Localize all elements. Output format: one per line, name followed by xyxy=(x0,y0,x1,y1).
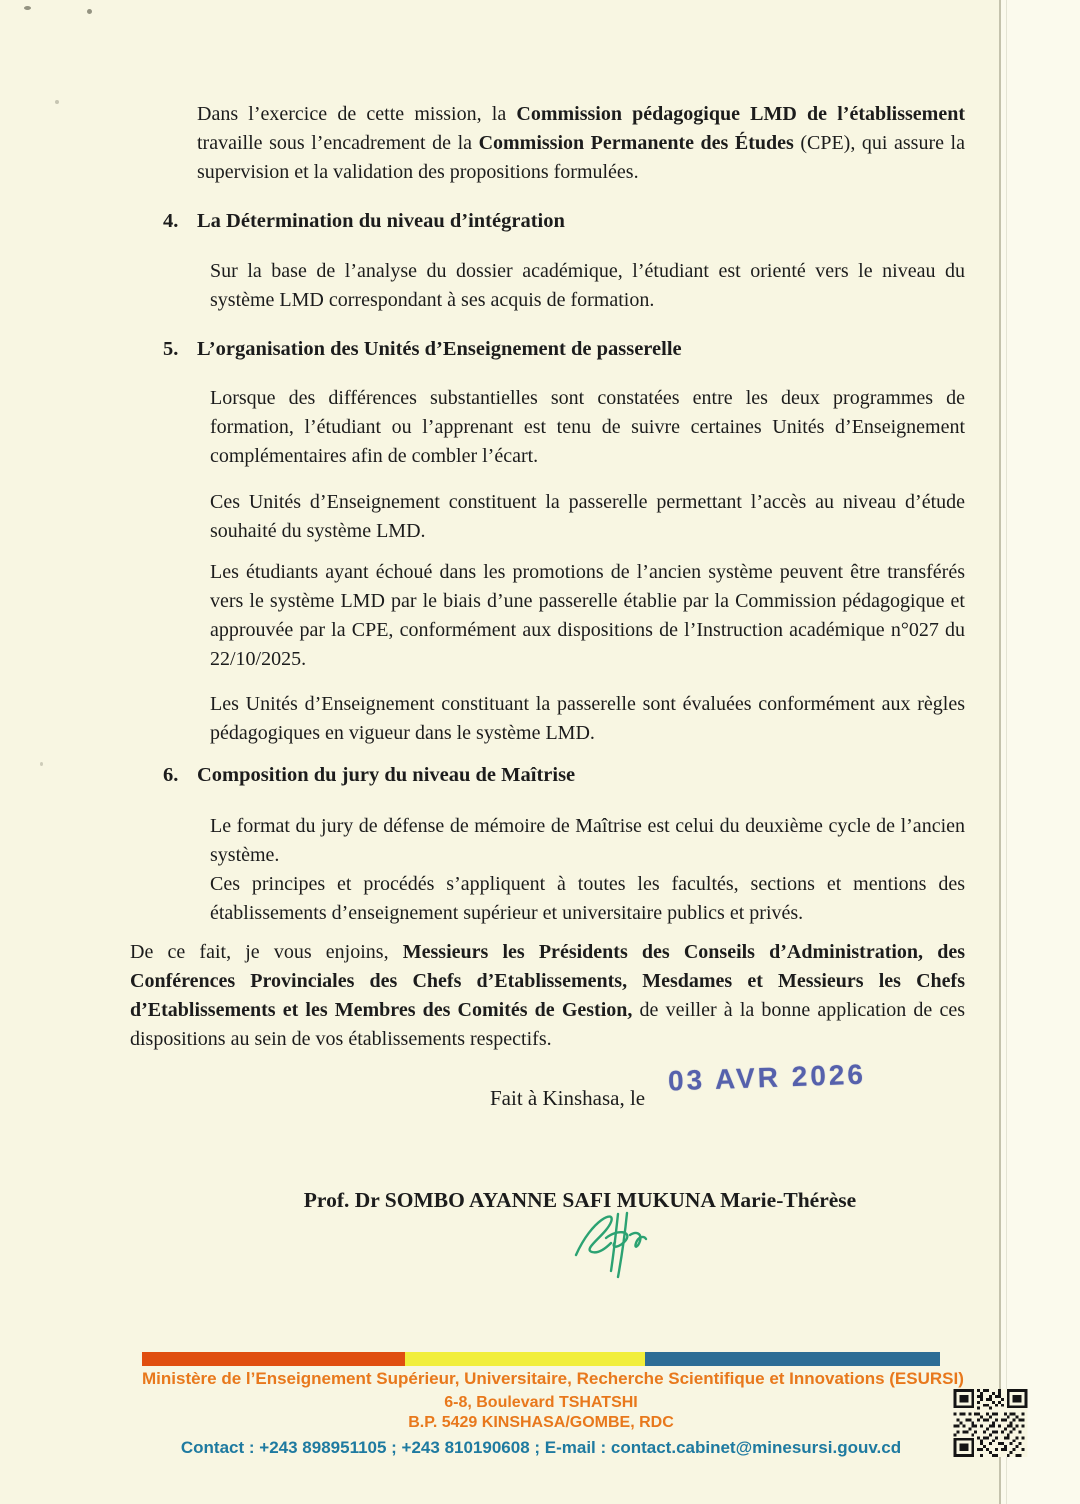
scan-page-edge xyxy=(1001,0,1080,1504)
section-number: 6. xyxy=(163,764,179,786)
section-5-paragraph: Les étudiants ayant échoué dans les promotions de l’ancien système peuvent être transférés vers le système LMD par le biais d’une passerelle établie par la Commission pédagogique et approuvée par la CPE, conformément aux dispositions de l’Instruction académique n°027 du 22/10/2025. xyxy=(210,561,965,670)
section-heading-6 xyxy=(163,763,965,787)
footer-ministry-name: Ministère de l’Enseignement Supérieur, Universitaire, Recherche Scientifique et Innovations (ESURSI) xyxy=(142,1369,964,1388)
intro-bold-commission-lmd: Commission pédagogique LMD de l’établissement xyxy=(516,103,965,125)
footer-contact-line: Contact : +243 898951105 ; +243 810190608 ; E-mail : contact.cabinet@minesursi.gouv.cd xyxy=(180,1438,902,1457)
intro-text: Dans l’exercice de cette mission, la xyxy=(197,103,517,125)
closing-bold-addressees: Messieurs les Présidents des Conseils d’Administration, des Conférences Provinciales des Chefs d’Etablissements, Mesdames et Messieurs les Chefs d’Etablissements et les Membres des Comités de Gestion, xyxy=(130,941,966,1021)
section-5-paragraph: Ces Unités d’Enseignement constituent la passerelle permettant l’accès au niveau d’étude souhaité du système LMD. xyxy=(210,491,965,542)
section-6-paragraph: Le format du jury de défense de mémoire de Maîtrise est celui du deuxième cycle de l’ancien système. xyxy=(210,815,965,866)
section-4-paragraph: Sur la base de l’analyse du dossier académique, l’étudiant est orienté vers le niveau du système LMD correspondant à ses acquis de formation. xyxy=(210,260,965,311)
section-5-paragraph: Les Unités d’Enseignement constituant la passerelle sont évaluées conformément aux règles pédagogiques en vigueur dans le système LMD. xyxy=(210,693,965,744)
footer-color-bar xyxy=(142,1352,940,1366)
intro-bold-cpe: Commission Permanente des Études xyxy=(478,132,794,154)
fold-line xyxy=(1006,0,1007,1504)
footer-bar-orange xyxy=(142,1352,405,1366)
intro-paragraph xyxy=(197,100,965,187)
handwritten-signature xyxy=(570,1205,670,1295)
section-number: 5. xyxy=(163,338,179,360)
closing-paragraph xyxy=(130,938,965,1054)
closing-text: De ce fait, je vous enjoins, xyxy=(130,941,403,963)
section-heading-5 xyxy=(163,337,965,361)
footer-po-box: B.P. 5429 KINSHASA/GOMBE, RDC xyxy=(408,1414,674,1431)
section-6-paragraph: Ces principes et procédés s’appliquent à toutes les facultés, sections et mentions des établissements d’enseignement supérieur et universitaire publics et privés. xyxy=(210,873,965,924)
section-title: La Détermination du niveau d’intégration xyxy=(197,210,565,232)
scan-speck xyxy=(87,9,92,14)
footer-bar-yellow xyxy=(405,1352,644,1366)
fold-line xyxy=(999,0,1001,1504)
place-date-line: Fait à Kinshasa, le xyxy=(490,1086,646,1110)
scan-speck xyxy=(55,100,59,104)
section-heading-4 xyxy=(163,209,965,233)
footer-address: 6-8, Boulevard TSHATSHI xyxy=(444,1394,638,1411)
scan-speck xyxy=(40,762,43,766)
footer-bar-blue xyxy=(645,1352,940,1366)
signatory-name: Prof. Dr SOMBO AYANNE SAFI MUKUNA Marie-Thérèse xyxy=(303,1188,857,1212)
date-stamp: 03 AVR 2026 xyxy=(667,1058,867,1097)
intro-text: (CPE), qui assure la supervision et la validation des propositions formulées. xyxy=(197,132,965,183)
intro-text: travaille sous l’encadrement de la xyxy=(197,132,479,154)
closing-text: de veiller à la bonne application de ces dispositions au sein de vos établissements respectifs. xyxy=(130,999,965,1050)
section-title: Composition du jury du niveau de Maîtrise xyxy=(197,764,576,786)
section-5-paragraph: Lorsque des différences substantielles sont constatées entre les deux programmes de formation, l’étudiant ou l’apprenant est tenu de suivre certaines Unités d’Enseignement complémentaires afin de combler l’écart. xyxy=(210,387,965,467)
qr-code xyxy=(953,1389,1028,1457)
section-title: L’organisation des Unités d’Enseignement de passerelle xyxy=(197,338,682,360)
section-number: 4. xyxy=(163,210,179,232)
scan-speck xyxy=(24,6,31,10)
